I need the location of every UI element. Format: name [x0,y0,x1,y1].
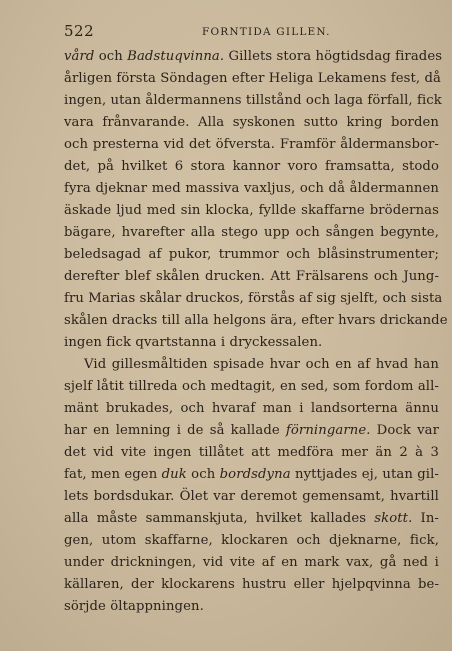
text-segment: och presterna vid det öfversta. Framför åldermansbor- [64,137,439,152]
text-line [64,90,442,112]
italic-term: bordsdyna [219,467,291,482]
text-segment: det vid vite ingen tillåtet att medföra mer än 2 à 3 [64,445,439,460]
text-line [64,200,439,222]
text-line [64,244,439,266]
text-segment: lets bordsdukar. Ölet var deremot gemensamt, hvartill [64,489,439,504]
text-line [64,376,439,398]
text-segment: årligen första Söndagen efter Heliga Lekamens fest, då [64,71,442,86]
italic-term: skott. [374,511,413,526]
page-number: 522 [64,22,95,40]
text-segment: äskade ljud med sin klocka, fyllde skaffarne brödernas [64,203,439,218]
text-segment: ingen fick qvartstanna i dryckessalen. [64,335,323,350]
text-segment: fru Marias skålar druckos, förstås af sig sjelft, och sista [64,291,443,306]
text-line [64,442,439,464]
text-line [64,574,439,596]
text-line [64,68,442,90]
page-header [64,22,437,42]
text-segment: under drickningen, vid vite af en mark vax, gå ned i [64,555,439,570]
text-segment: bägare, hvarefter alla stego upp och sången begynte, [64,225,439,240]
text-segment: alla måste sammanskjuta, hvilket kallades [64,511,375,526]
text-segment: sörjde öltappningen. [64,599,204,614]
text-segment: skålen dracks till alla helgons ära, efter hvars drickande [64,313,448,328]
text-segment: sjelf låtit tillreda och medtagit, en sed, som fordom all- [64,379,439,394]
text-line [64,288,443,310]
text-line [64,508,439,530]
text-segment: In- [412,511,439,526]
text-line [64,134,439,156]
text-line [64,552,439,574]
text-segment: beledsagad af pukor, trummor och blåsinstrumenter; [64,247,439,262]
text-line [84,354,439,376]
text-segment: det, på hvilket 6 stora kannor voro framsatta, stodo [64,159,439,174]
text-line [64,310,448,332]
text-segment: nyttjades ej, utan gil- [290,467,439,482]
italic-term: duk [161,467,187,482]
text-line [64,398,439,420]
text-segment: Dock var [370,423,439,438]
text-line [64,112,439,134]
running-head: FORNTIDA GILLEN. [202,26,331,38]
text-line [64,46,443,68]
text-line [64,156,439,178]
text-segment: fat, men egen [64,467,162,482]
text-line [64,420,439,442]
text-segment: fyra djeknar med massiva vaxljus, och då åldermannen [64,181,439,196]
italic-term: vård [64,49,95,64]
text-line [64,464,439,486]
text-segment: och [94,49,128,64]
text-line [64,266,439,288]
text-line [64,596,204,618]
italic-term: Badstuqvinna. [127,49,225,64]
text-segment: har en lemning i de så kallade [64,423,286,438]
text-line [64,178,439,200]
text-segment: källaren, der klockarens hustru eller hjelpqvinna be- [64,577,439,592]
text-segment: vara frånvarande. Alla syskonen sutto kring borden [64,115,439,130]
text-segment: derefter blef skålen drucken. Att Frälsarens och Jung- [64,269,439,284]
text-segment: ingen, utan åldermannens tillstånd och laga förfall, fick [64,93,442,108]
text-segment: och [186,467,220,482]
text-line [64,332,322,354]
text-segment: Vid gillesmåltiden spisade hvar och en af hvad han [84,357,439,372]
text-line [64,486,439,508]
text-segment: mänt brukades, och hvaraf man i landsorterna ännu [64,401,439,416]
italic-term: förningarne. [285,423,371,438]
text-line [64,530,439,552]
text-line [64,222,439,244]
text-segment: Gillets stora högtidsdag firades [224,49,443,64]
text-segment: gen, utom skaffarne, klockaren och djeknarne, fick, [64,533,439,548]
